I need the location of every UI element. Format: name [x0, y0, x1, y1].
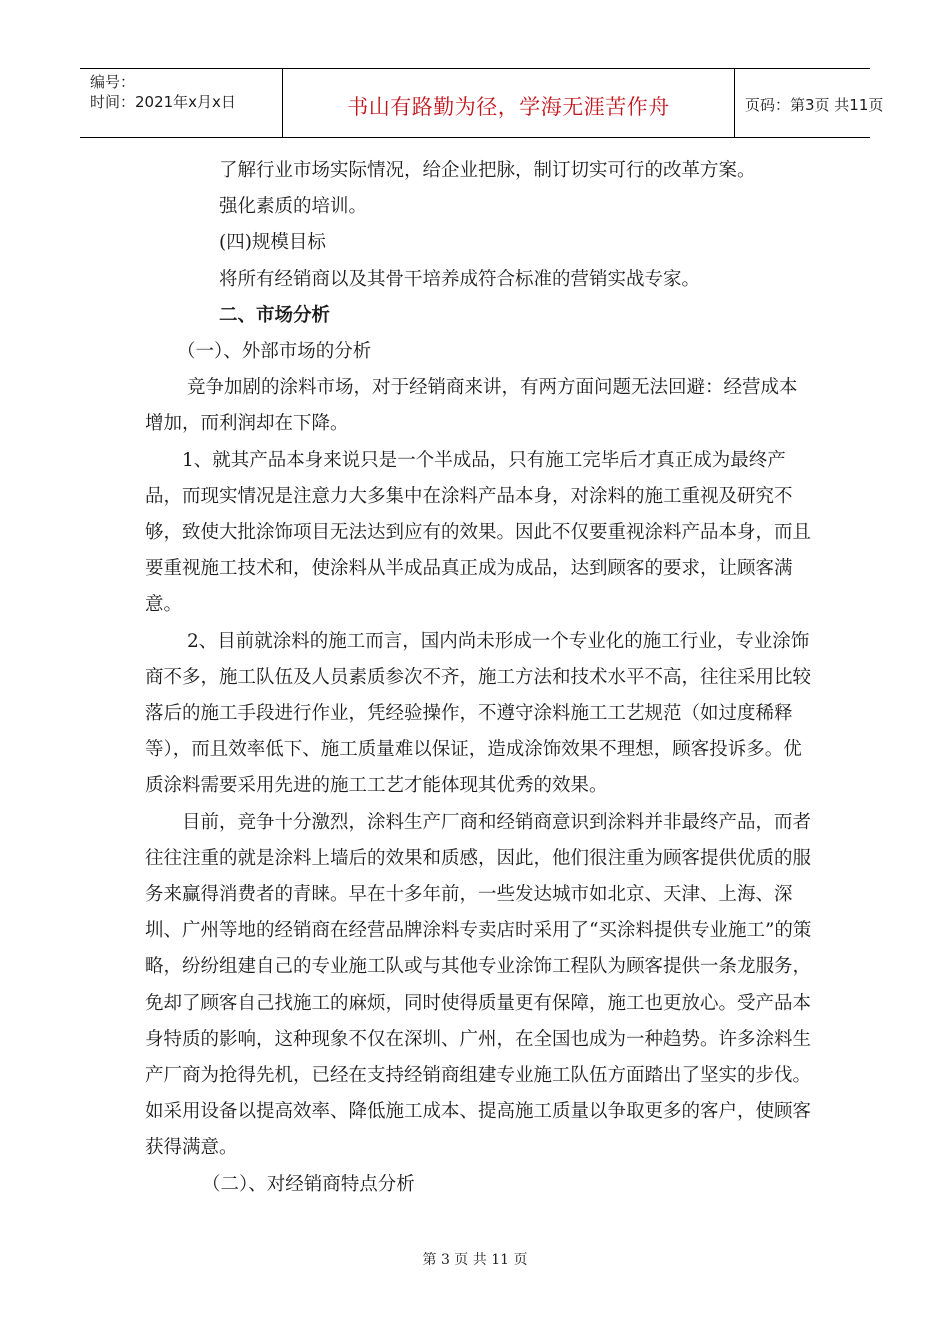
header-page-cell: [735, 69, 884, 137]
document-date-label: 时间：2021年x月x日: [90, 93, 236, 111]
document-number-label: 编号：: [90, 73, 136, 91]
section-subheading: （二）、对经销商特点分析: [202, 1173, 415, 1195]
section-heading: 二、市场分析: [219, 304, 331, 326]
paragraph: 1、就其产品本身来说只是一个半成品，只有施工完毕后才真正成为最终产品，而现实情况是注意力大多集中在涂料产品本身，对涂料的施工重视及研究不够，致使大批涂饰项目无法达到应有的效果。因此不仅要重视涂料产品本身，而且要重视施工技术和，使涂料从半成品真正成为成品，达到顾客的要求，让顾客满意。: [145, 449, 812, 616]
paragraph: 将所有经销商以及其骨干培养成符合标准的营销实战专家。: [219, 268, 701, 290]
page-header: [80, 68, 884, 138]
page-footer: 第 3 页 共 11 页: [422, 1252, 528, 1268]
paragraph: 了解行业市场实际情况，给企业把脉，制订切实可行的改革方案。: [219, 160, 756, 181]
section-subheading: (四)规模目标: [219, 232, 326, 254]
paragraph: 竞争加剧的涂料市场，对于经销商来讲，有两方面问题无法回避：经营成本增加，而利润却在下降。: [145, 377, 798, 435]
document-body: [145, 153, 813, 1203]
header-motto: 书山有路勤为径，学海无涯苦作舟: [347, 95, 670, 119]
paragraph: 2、目前就涂料的施工而言，国内尚未形成一个专业化的施工行业，专业涂饰商不多，施工队伍及人员素质参次不齐，施工方法和技术水平不高，往往采用比较落后的施工手段进行作业，凭经验操作，不遵守涂料施工工艺规范（如过度稀释等），而且效率低下、施工质量难以保证，造成涂饰效果不理想，顾客投诉多。优质涂料需要采用先进的施工工艺才能体现其优秀的效果。: [145, 630, 812, 797]
header-motto-cell: [283, 69, 735, 137]
header-page-info: 页码：第3页 共11页: [745, 96, 884, 114]
header-meta-cell: [80, 69, 283, 137]
section-subheading: （一）、外部市场的分析: [177, 341, 372, 363]
paragraph: 强化素质的培训。: [219, 196, 368, 218]
paragraph: 目前，竞争十分激烈，涂料生产厂商和经销商意识到涂料并非最终产品，而者往往注重的就是涂料上墙后的效果和质感，因此，他们很注重为顾客提供优质的服务来赢得消费者的青睐。早在十多年前，一些发达城市如北京、天津、上海、深圳、广州等地的经销商在经营品牌涂料专卖店时采用了“买涂料提供专业施工”的策略，纷纷组建自己的专业施工队或与其他专业涂饰工程队为顾客提供一条龙服务，免却了顾客自己找施工的麻烦，同时使得质量更有保障，施工也更放心。受产品本身特质的影响，这种现象不仅在深圳、广州，在全国也成为一种趋势。许多涂料生产厂商为抢得先机，已经在支持经销商组建专业施工队伍方面踏出了坚实的步伐。如采用设备以提高效率、降低施工成本、提高施工质量以争取更多的客户，使顾客获得满意。: [145, 811, 812, 1159]
